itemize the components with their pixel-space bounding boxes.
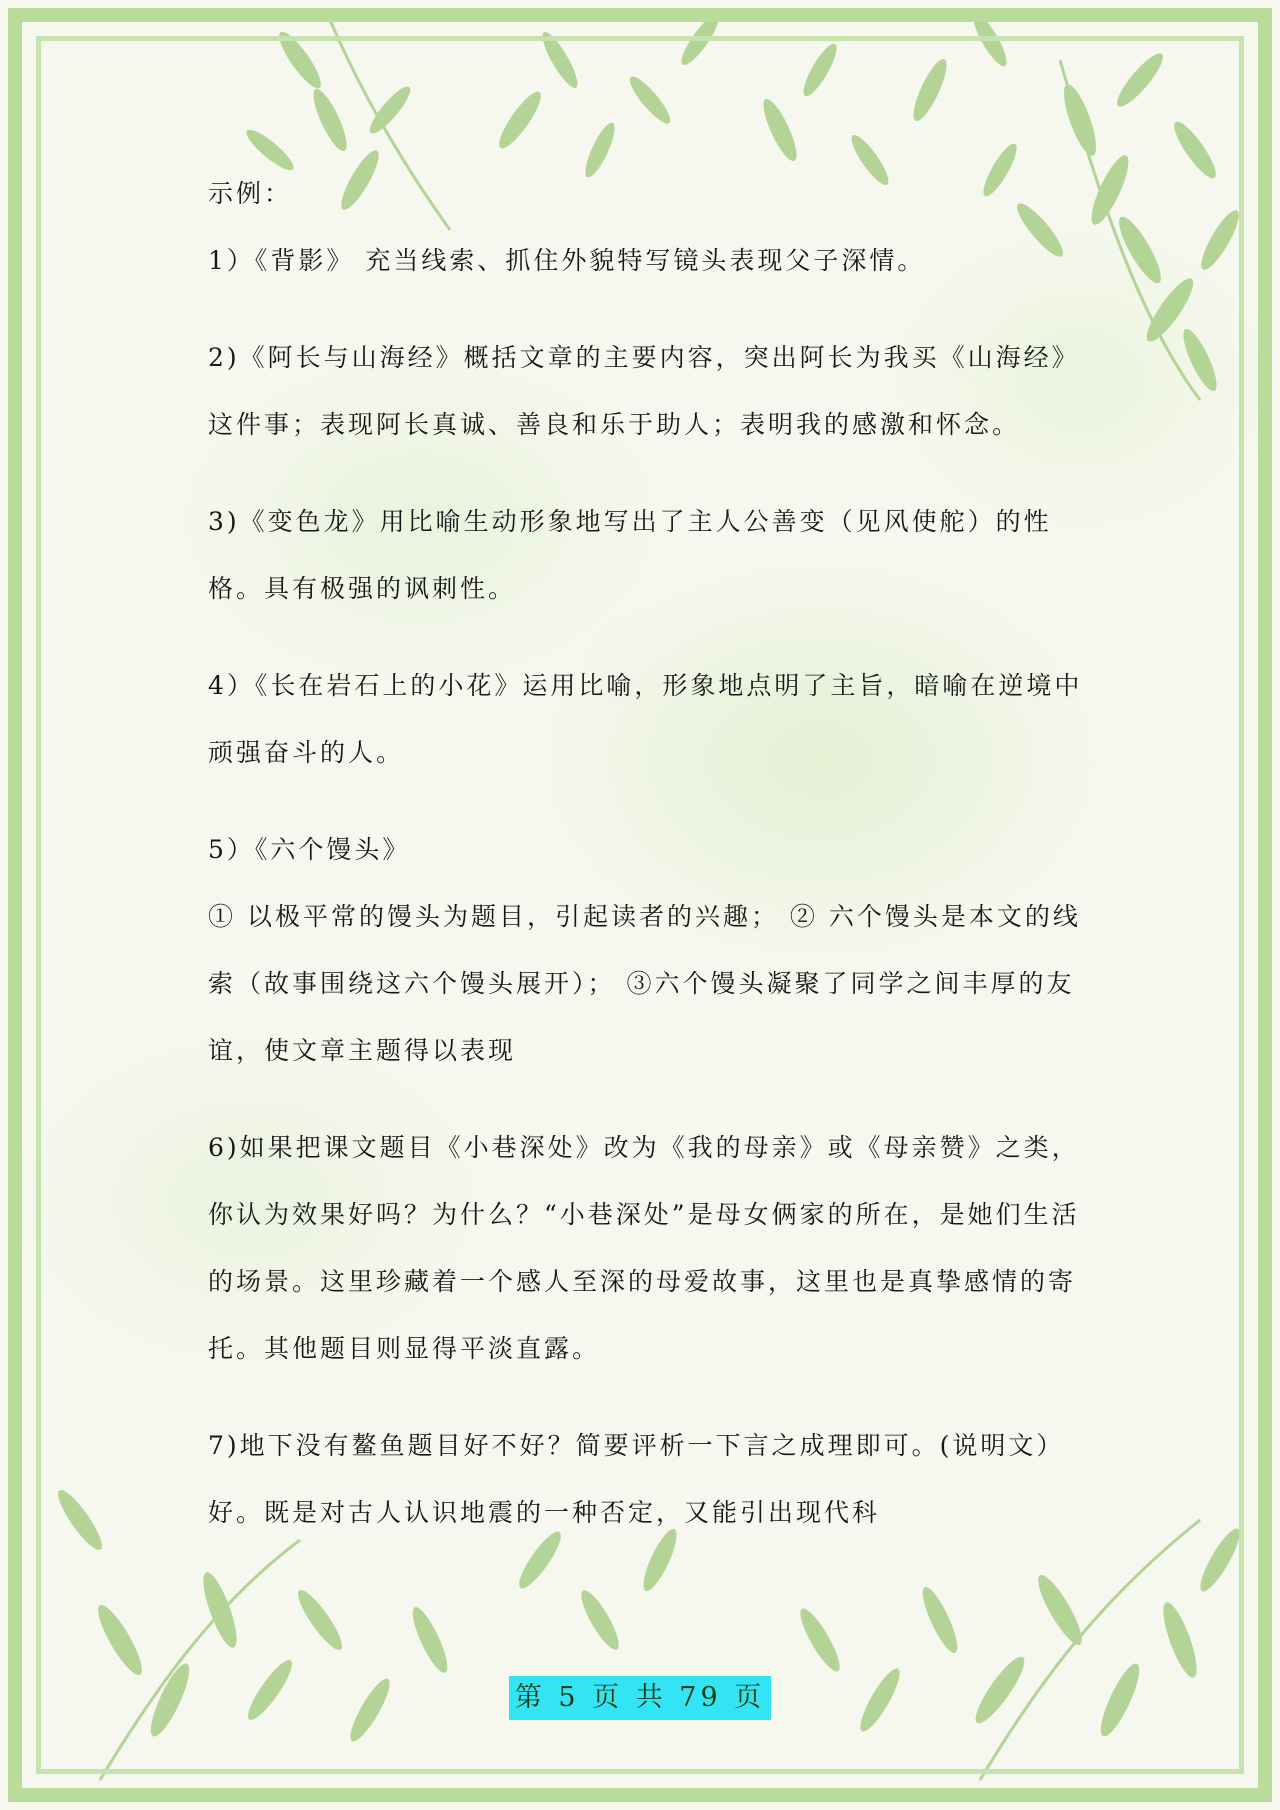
page-footer	[0, 1676, 1280, 1720]
page-number-indicator: 第 5 页 共 79 页	[509, 1676, 771, 1720]
paragraph-2: 2)《阿长与山海经》概括文章的主要内容，突出阿长为我买《山海经》这件事；表现阿长真诚、善良和乐于助人；表明我的感激和怀念。	[208, 343, 1080, 439]
paragraph-4: 4）《长在岩石上的小花》运用比喻，形象地点明了主旨，暗喻在逆境中顽强奋斗的人。	[208, 671, 1083, 767]
paragraph-1: 1）《背影》 充当线索、抓住外貌特写镜头表现父子深情。	[208, 246, 926, 275]
paragraph-7: 7)地下没有鳌鱼题目好不好？简要评析一下言之成理即可。(说明文）好。既是对古人认识地震的一种否定，又能引出现代科	[208, 1431, 1065, 1527]
section-heading: 示例：	[208, 179, 293, 208]
document-body	[208, 160, 1088, 1576]
paragraph-5-title: 5）《六个馒头》	[208, 835, 411, 864]
paragraph-3: 3)《变色龙》用比喻生动形象地写出了主人公善变（见风使舵）的性 格。具有极强的讽刺性。	[208, 507, 1052, 603]
paragraph-6: 6)如果把课文题目《小巷深处》改为《我的母亲》或《母亲赞》之类，你认为效果好吗？为什么？“小巷深处”是母女俩家的所在，是她们生活的场景。这里珍藏着一个感人至深的母爱故事，这里也是真挚感情的寄托。其他题目则显得平淡直露。	[208, 1133, 1080, 1363]
paragraph-5-body: ① 以极平常的馒头为题目，引起读者的兴趣； ② 六个馒头是本文的线索（故事围绕这六个馒头展开）； ③六个馒头凝聚了同学之间丰厚的友谊，使文章主题得以表现	[208, 902, 1081, 1065]
